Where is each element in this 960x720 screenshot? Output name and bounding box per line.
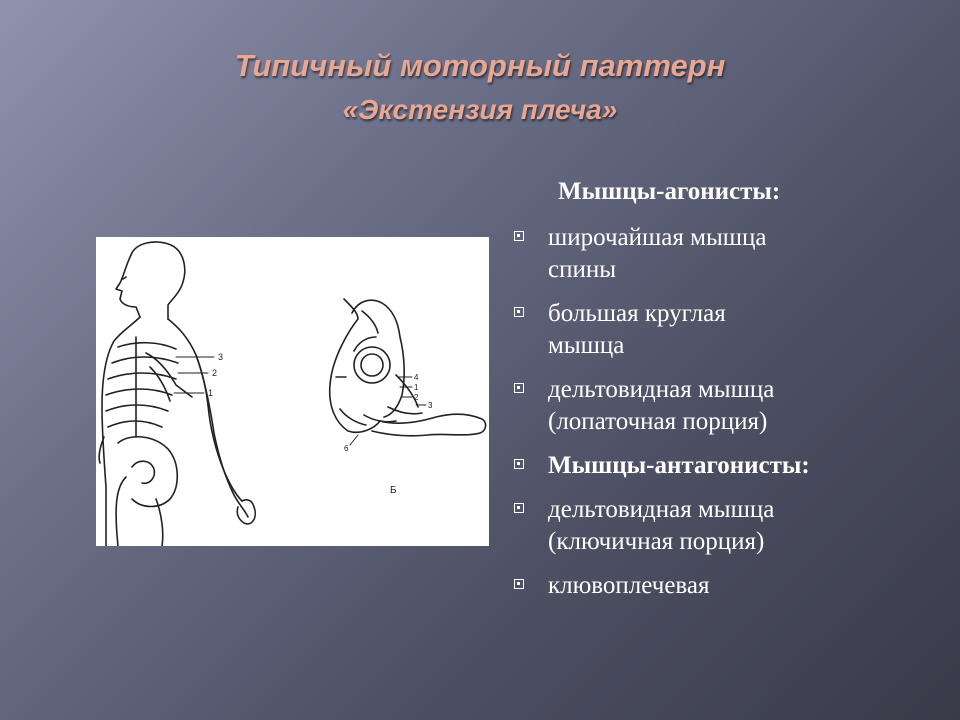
bullet-coracobrachialis: клювоплечевая: [514, 570, 934, 602]
title-line-2: «Экстензия плеча»: [342, 94, 618, 125]
bullet-antagonists-heading: Мышцы-антагонисты:: [514, 450, 934, 482]
right-label-6: 6: [344, 444, 349, 453]
bullet-deltoid-scapular: дельтовидная мышца (лопаточная порция): [514, 374, 934, 438]
bullet-teres-major: большая круглая мышца: [514, 298, 934, 362]
square-bullet-icon: [514, 383, 524, 393]
right-label-1: 1: [414, 383, 419, 392]
square-bullet-icon: [514, 231, 524, 241]
left-label-2: 2: [212, 368, 218, 378]
title-line-1: Типичный моторный паттерн: [234, 48, 726, 83]
left-label-1: 1: [208, 388, 214, 398]
panel-letter-b: Б: [390, 485, 397, 496]
right-label-2: 2: [414, 393, 419, 402]
square-bullet-icon: [514, 307, 524, 317]
agonists-heading: Мышцы-агонисты:: [558, 178, 781, 205]
anatomy-figure: [96, 237, 489, 546]
square-bullet-icon: [514, 579, 524, 589]
anatomy-illustration: [96, 237, 489, 546]
square-bullet-icon: [514, 459, 524, 469]
figure-right-shoulder: [330, 299, 486, 436]
bullet-deltoid-clavicular: дельтовидная мышца (ключичная порция): [514, 494, 934, 558]
right-label-3: 3: [428, 401, 433, 410]
figure-left-body: [99, 242, 255, 546]
slide-title: [0, 44, 960, 132]
square-bullet-icon: [514, 503, 524, 513]
right-label-4: 4: [414, 373, 419, 382]
left-label-3: 3: [218, 352, 224, 362]
bullet-latissimus: широчайшая мышца спины: [514, 222, 934, 286]
muscle-list: [514, 222, 934, 614]
